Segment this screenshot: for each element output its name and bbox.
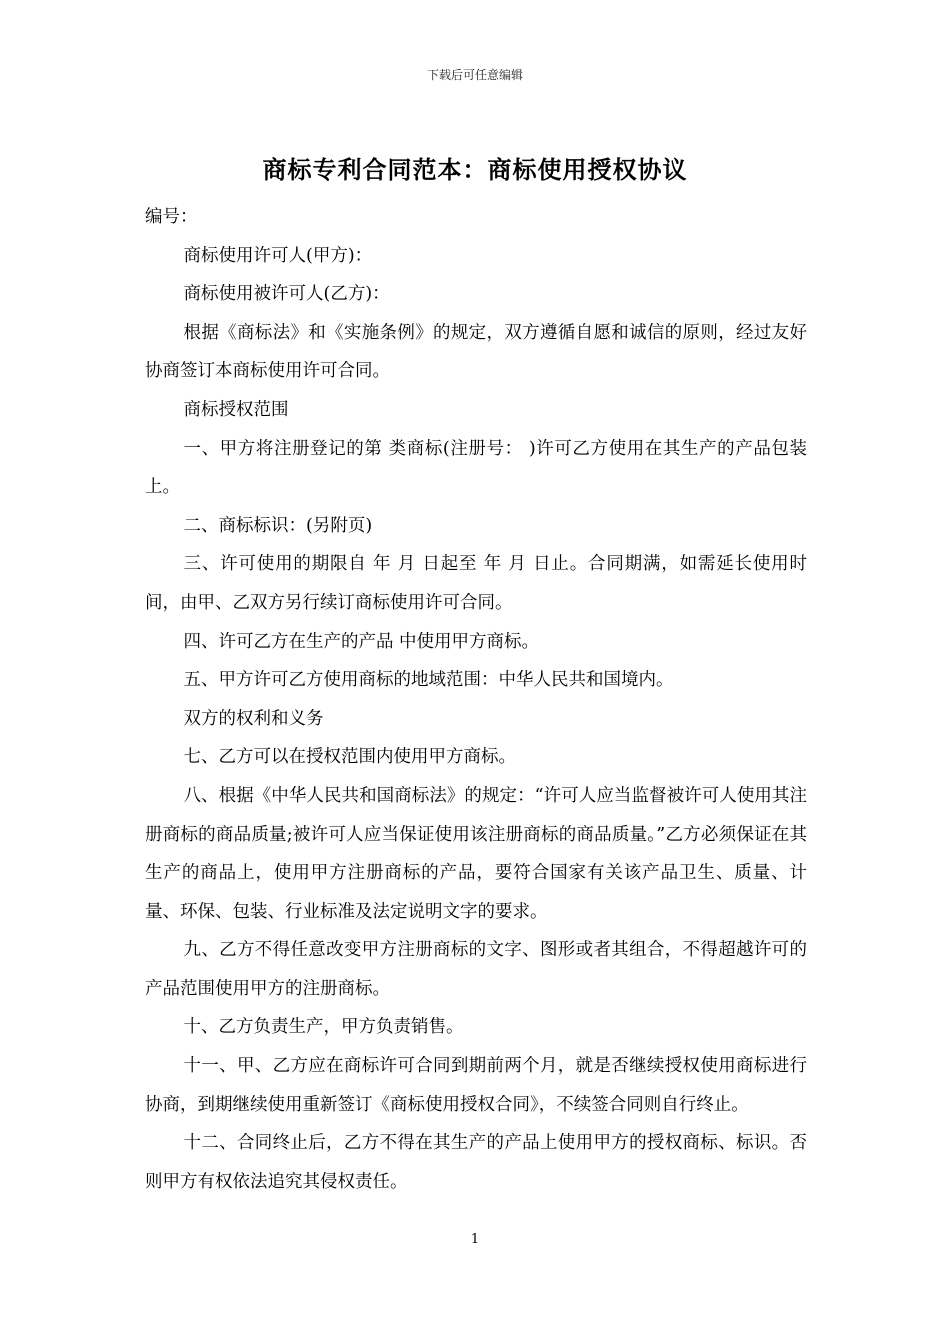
clause-7: 七、乙方可以在授权范围内使用甲方商标。 (183, 747, 516, 768)
clause-10: 十、乙方负责生产，甲方负责销售。 (183, 1017, 464, 1038)
clause-4: 四、许可乙方在生产的产品 中使用甲方商标。 (183, 631, 540, 652)
page-header: 下载后可任意编辑 (426, 68, 523, 82)
preamble-paragraph: 根据《商标法》和《实施条例》的规定，双方遵循自愿和诚信的原则，经过友好协商签订本商标使用许可合同。 (145, 322, 807, 382)
licensor-line: 商标使用许可人(甲方)： (183, 245, 373, 266)
contract-number-line: 编号： (145, 207, 198, 227)
clause-11: 十一、甲、乙方应在商标许可合同到期前两个月，就是否继续授权使用商标进行协商，到期继续使用重新签订《商标使用授权合同》，不续签合同则自行终止。 (145, 1056, 807, 1115)
clause-5: 五、甲方许可乙方使用商标的地域范围：中华人民共和国境内。 (183, 670, 674, 691)
clause-1: 一、甲方将注册登记的第 类商标(注册号： )许可乙方使用在其生产的产品包装上。 (145, 438, 807, 498)
page-number: 1 (470, 1232, 480, 1247)
clause-3: 三、许可使用的期限自 年 月 日起至 年 月 日止。合同期满，如需延长使用时间，由甲、乙双方另行续订商标使用许可合同。 (145, 554, 807, 613)
clause-2: 二、商标标识：(另附页) (183, 515, 373, 536)
document-title: 商标专利合同范本：商标使用授权协议 (262, 155, 688, 184)
clause-9: 九、乙方不得任意改变甲方注册商标的文字、图形或者其组合，不得超越许可的产品范围使用甲方的注册商标。 (145, 940, 807, 999)
section-heading-scope: 商标授权范围 (183, 399, 289, 420)
clause-8: 八、根据《中华人民共和国商标法》的规定：“许可人应当监督被许可人使用其注册商标的商品质量;被许可人应当保证使用该注册商标的商品质量。”乙方必须保证在其生产的商品上，使用甲方注册商标的产品，要符合国家有关该产品卫生、质量、计量、环保、包装、行业标准及法定说明文字的要求。 (145, 785, 807, 922)
licensee-line: 商标使用被许可人(乙方)： (183, 284, 390, 305)
document-body (145, 198, 807, 1201)
clause-12: 十二、合同终止后，乙方不得在其生产的产品上使用甲方的授权商标、标识。否则甲方有权依法追究其侵权责任。 (145, 1133, 807, 1192)
section-heading-rights: 双方的权利和义务 (183, 708, 324, 729)
